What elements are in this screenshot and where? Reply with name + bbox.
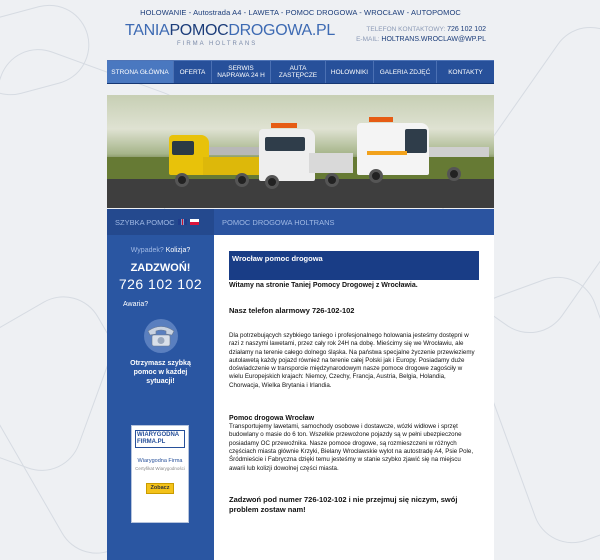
quick-help-title: SZYBKA POMOC: [115, 217, 175, 227]
main-title: Wrocław pomoc drogowa: [229, 251, 479, 280]
badge-name: Wiarygodna Firma: [137, 458, 183, 464]
nav-item-replacement-cars[interactable]: AUTA ZASTĘPCZE: [271, 61, 326, 83]
hero-banner-trucks: [107, 95, 494, 208]
logo-part-1: TANIA: [125, 22, 170, 39]
page-wrapper: [107, 0, 494, 560]
header-contact: [356, 25, 486, 45]
nav-item-offer[interactable]: OFERTA: [174, 61, 212, 83]
sidebar-q1: Wypadek?: [130, 247, 164, 254]
site-logo[interactable]: [125, 22, 335, 47]
closing-call-to-action: Zadzwoń pod numer 726-102-102 i nie przejmuj się niczym, swój problem zostaw nam!: [229, 494, 458, 514]
trust-badge[interactable]: [131, 425, 189, 523]
uk-flag-icon[interactable]: [178, 219, 187, 225]
nav-item-home[interactable]: STRONA GŁÓWNA: [107, 61, 174, 83]
yellow-truck-image: [169, 127, 269, 197]
logo-part-3: DROGOWA.PL: [228, 22, 336, 39]
nav-item-contacts[interactable]: KONTAKTY: [448, 68, 483, 76]
section-heading-wroclaw: Pomoc drogowa Wrocław: [229, 415, 315, 423]
badge-view-button[interactable]: Zobacz: [146, 483, 174, 494]
transport-paragraph: Transportujemy lawetami, samochody osobowe i dostawcze, wózki widłowe i sprzęt budowlany o masie do 6 ton. Wszelkie przewożone pojazdy są w pełni ubezpieczone posiadamy OC przewoźnika. Nasze pomoce drogowe, są rozmieszczeni w różnych częściach miasta głównie Krzyki, Bielany Wrocławskie wylot na autostradę A4, Psie Pole, Śródmieście i Fabryczna dzięki temu jesteśmy w stanie szybko zjawić się na miejscu awarii lub kolizji dowolnej części miasta.: [229, 423, 474, 472]
header-email[interactable]: HOLTRANS.WROCLAW@WP.PL: [381, 36, 486, 43]
email-label: E-MAIL:: [356, 36, 380, 43]
badge-logo: WIARYGODNA FIRMA.PL: [135, 430, 185, 448]
phone-label: TELEFON KONTAKTOWY:: [366, 26, 446, 33]
logo-part-2: POMOC: [169, 22, 229, 39]
sidebar-breakdown: Awaria?: [123, 301, 149, 308]
welcome-text: Witamy na stronie Taniej Pomocy Drogowej z Wrocławia.: [229, 282, 418, 289]
sidebar-promise: Otrzymasz szybką pomoc w każdej sytuacji!: [130, 360, 191, 385]
main-content: [214, 235, 494, 560]
telephone-icon: [139, 318, 183, 354]
alarm-phone-heading: Nasz telefon alarmowy 726-102-102: [229, 306, 355, 315]
sidebar-phone-number[interactable]: 726 102 102: [118, 276, 203, 292]
sidebar-q2: Kolizja?: [165, 247, 191, 254]
content-header: POMOC DROGOWA HOLTRANS: [222, 217, 335, 227]
main-nav: [107, 60, 494, 84]
nav-item-tow-trucks[interactable]: HOLOWNIKI: [326, 61, 374, 83]
nav-item-gallery[interactable]: GALERIA ZDJĘĆ: [374, 61, 437, 83]
intro-paragraph: Dla potrzebujących szybkiego taniego i profesjonalnego holowania jesteśmy dostępni w razi z naszymi lawetami, przez cały rok 24H na dobę. Mieścimy się we Wrocławiu, ale działamy na terenie całego dolnego śląska. Na państwa specjalne życzenie przewieziemy autolawetą każdy pojazd również na terenie całej Polski jak i Europy. Posiadamy duże doświadczenie w transporcie międzynarodowym nasze pomoce drogowe zagościły w wielu Europejskich krajach: Niemcy, Czechy, Francja, Austria, Belgia, Holandia, Chorwacja, Wielka Brytania i Irlandia.: [229, 332, 475, 389]
pl-flag-icon[interactable]: [190, 219, 199, 225]
badge-header: [132, 426, 188, 448]
badge-cert: Certyfikat Wiarygodności: [135, 465, 185, 471]
section-header-bar: [107, 209, 494, 235]
white-tow-truck-image: [347, 117, 492, 202]
logo-text: [125, 22, 335, 40]
white-van-truck-image: [259, 123, 359, 198]
sidebar-call-heading: ZADZWOŃ!: [130, 262, 191, 274]
sidebar: [107, 235, 214, 560]
logo-subtitle: FIRMA HOLTRANS: [177, 41, 258, 47]
header-keywords: HOLOWANIE - Autostrada A4 - LAWETA - POMOC DROGOWA - WROCŁAW - AUTOPOMOC: [140, 8, 461, 17]
nav-item-service[interactable]: SERWIS NAPRAWA 24 H: [212, 61, 271, 83]
header-phone[interactable]: 726 102 102: [447, 26, 486, 33]
quick-help-header: [107, 209, 214, 235]
sidebar-question: [107, 247, 214, 254]
